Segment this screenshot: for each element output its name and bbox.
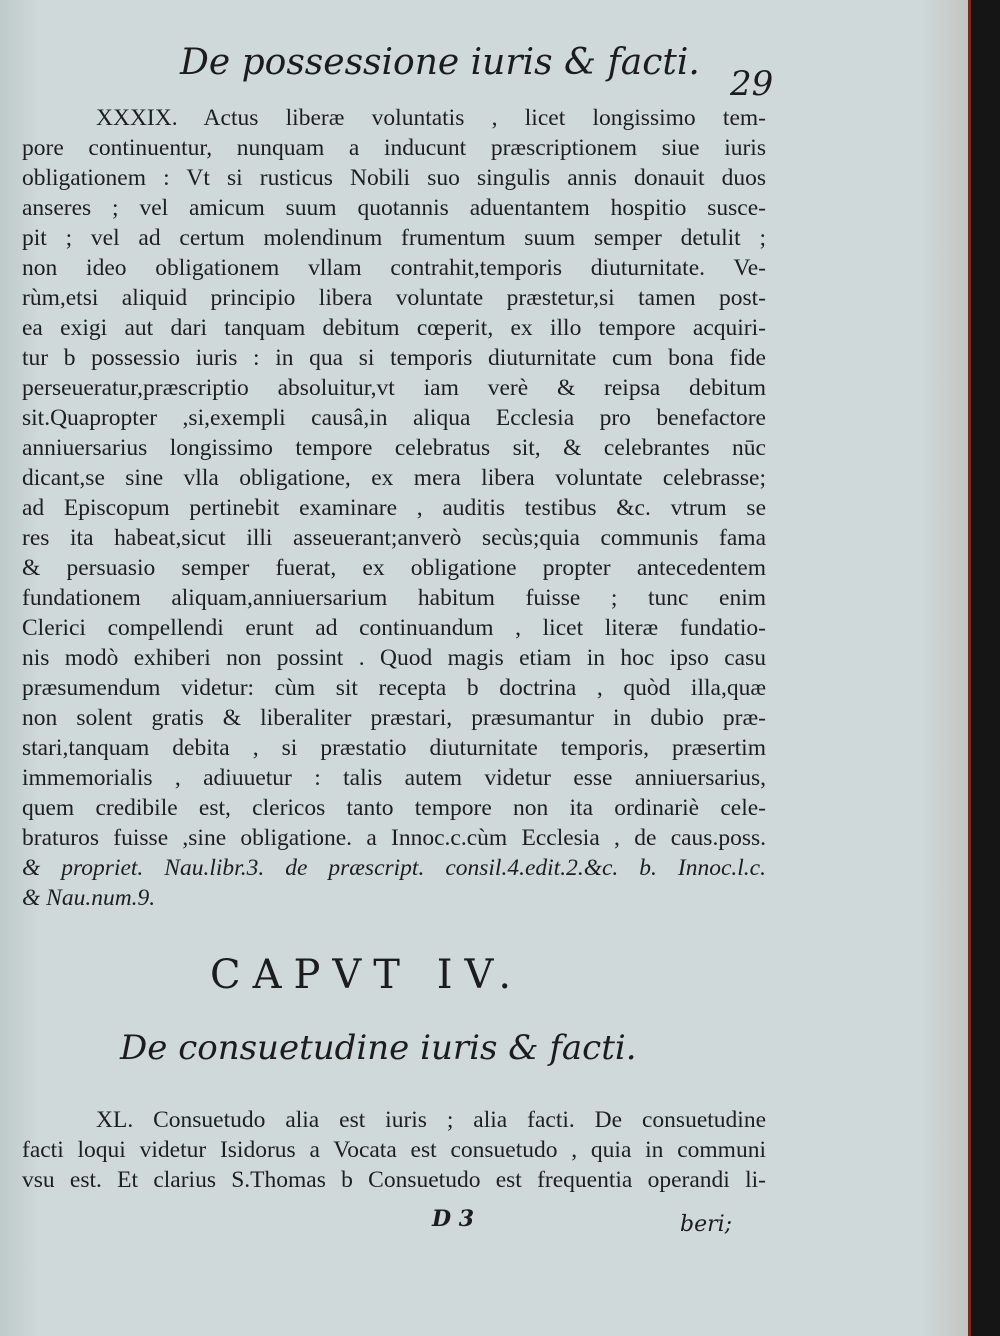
text-line: pore continuentur, nunquam a inducunt præscriptionem siue iuris [22, 135, 766, 161]
text-line: nis modò exhiberi non possint . Quod magis etiam in hoc ipso casu [22, 645, 766, 671]
text-line: immemorialis , adiuuetur : talis autem videtur esse anniuersarius, [22, 765, 766, 791]
text-line: tur b possessio iuris : in qua si temporis diuturnitate cum bona fide [22, 345, 766, 371]
chapter-subtitle: De consuetudine iuris & facti. [120, 1028, 637, 1068]
text-line: braturos fuisse ,sine obligatione. a Innoc.c.cùm Ecclesia , de caus.poss. [22, 825, 766, 851]
text-line: pit ; vel ad certum molendinum frumentum suum semper detulit ; [22, 225, 766, 251]
text-line: ea exigi aut dari tanquam debitum cœperit, ex illo tempore acquiri- [22, 315, 766, 341]
running-head: De possessione iuris & facti. [180, 42, 700, 83]
page-edge-red-border [968, 0, 971, 1336]
text-line: præsumendum videtur: cùm sit recepta b doctrina , quòd illa,quæ [22, 675, 766, 701]
text-line: sit.Quapropter ,si,exempli causâ,in aliqua Ecclesia pro benefactore [22, 405, 766, 431]
text-line: vsu est. Et clarius S.Thomas b Consuetudo est frequentia operandi li- [22, 1167, 766, 1193]
catchword: beri; [680, 1212, 733, 1237]
text-line: XXXIX. Actus liberæ voluntatis , licet longissimo tem- [96, 105, 766, 131]
text-line: obligationem : Vt si rusticus Nobili suo singulis annis donauit duos [22, 165, 766, 191]
text-line: XL. Consuetudo alia est iuris ; alia facti. De consuetudine [96, 1107, 766, 1133]
text-line: stari,tanquam debita , si præstatio diuturnitate temporis, præsertim [22, 735, 766, 761]
text-line: quem credibile est, clericos tanto tempore non ita ordinariè cele- [22, 795, 766, 821]
footnote-line: & propriet. Nau.libr.3. de præscript. consil.4.edit.2.&c. b. Innoc.l.c. [22, 855, 766, 881]
chapter-heading: CAPVT IV. [210, 952, 524, 998]
text-line: anniuersarius longissimo tempore celebratus sit, & celebrantes nūc [22, 435, 766, 461]
text-line: non solent gratis & liberaliter præstari, præsumantur in dubio præ- [22, 705, 766, 731]
text-line: Clerici compellendi erunt ad continuandum , licet literæ fundatio- [22, 615, 766, 641]
text-line: rùm,etsi aliquid principio libera voluntate præstetur,si tamen post- [22, 285, 766, 311]
text-line: ad Episcopum pertinebit examinare , auditis testibus &c. vtrum se [22, 495, 766, 521]
text-line: anseres ; vel amicum suum quotannis aduentantem hospitio susce- [22, 195, 766, 221]
text-line: facti loqui videtur Isidorus a Vocata est consuetudo , quia in communi [22, 1137, 766, 1163]
text-line: non ideo obligationem vllam contrahit,temporis diuturnitate. Ve- [22, 255, 766, 281]
signature-mark: D 3 [432, 1206, 475, 1232]
page-edge [968, 0, 1000, 1336]
text-line: dicant,se sine vlla obligatione, ex mera libera voluntate celebrasse; [22, 465, 766, 491]
text-line: res ita habeat,sicut illi asseuerant;anverò secùs;quia communis fama [22, 525, 766, 551]
text-line: & persuasio semper fuerat, ex obligatione propter antecedentem [22, 555, 766, 581]
text-line: perseueratur,præscriptio absoluitur,vt iam verè & reipsa debitum [22, 375, 766, 401]
text-line: fundationem aliquam,anniuersarium habitum fuisse ; tunc enim [22, 585, 766, 611]
page-number: 29 [730, 64, 774, 104]
footnote-line: & Nau.num.9. [22, 885, 156, 911]
